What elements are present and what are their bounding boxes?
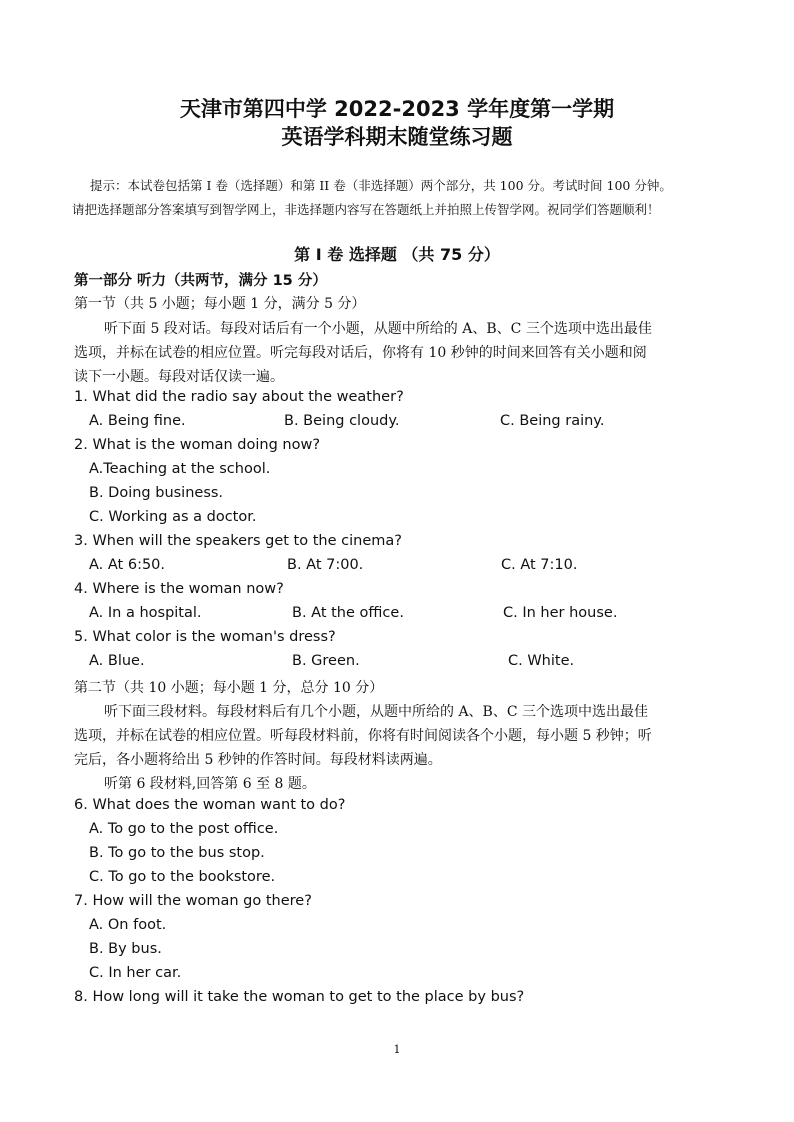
sub2-instruction-1: 听下面三段材料。每段材料后有几个小题，从题中所给的 A、B、C 三个选项中选出最佳	[104, 704, 649, 720]
question-2-option-c: C. Working as a doctor.	[89, 509, 257, 525]
section-heading: 第 I 卷 选择题 （共 75 分）	[294, 245, 500, 264]
sub1-instruction-3: 读下一小题。每段对话仅读一遍。	[74, 369, 284, 385]
sub2-instruction-2: 选项，并标在试卷的相应位置。听每段材料前，你将有时间阅读各个小题，每小题 5 秒钟；听	[74, 728, 652, 744]
question-6-option-c: C. To go to the bookstore.	[89, 869, 276, 885]
question-7-stem: 7. How will the woman go there?	[74, 893, 312, 909]
question-7-option-a: A. On foot.	[89, 917, 167, 933]
sub1-instruction-2: 选项，并标在试卷的相应位置。听完每段对话后，你将有 10 秒钟的时间来回答有关小题和阅	[74, 345, 647, 361]
question-4-option-c: C. In her house.	[503, 605, 618, 621]
question-5-stem: 5. What color is the woman's dress?	[74, 629, 336, 645]
question-6-option-a: A. To go to the post office.	[89, 821, 279, 837]
question-4-option-a: A. In a hospital.	[89, 605, 202, 621]
question-1-stem: 1. What did the radio say about the weather?	[74, 389, 404, 405]
question-2-option-a: A.Teaching at the school.	[89, 461, 271, 477]
material-6-instruction: 听第 6 段材料,回答第 6 至 8 题。	[104, 776, 316, 792]
question-3-option-a: A. At 6:50.	[89, 557, 166, 573]
question-2-stem: 2. What is the woman doing now?	[74, 437, 321, 453]
page-number: 1	[393, 1043, 401, 1056]
question-3-option-b: B. At 7:00.	[287, 557, 364, 573]
question-3-stem: 3. When will the speakers get to the cinema?	[74, 533, 402, 549]
question-2-option-b: B. Doing business.	[89, 485, 224, 501]
question-1-option-b: B. Being cloudy.	[284, 413, 400, 429]
tip-line-2: 请把选择题部分答案填写到智学网上，非选择题内容写在答题纸上并拍照上传智学网。祝同学们答题顺利！	[72, 202, 660, 217]
question-5-option-c: C. White.	[508, 653, 575, 669]
question-7-option-c: C. In her car.	[89, 965, 182, 981]
part1-title: 第一部分 听力（共两节，满分 15 分）	[74, 273, 327, 289]
question-4-stem: 4. Where is the woman now?	[74, 581, 284, 597]
question-1-option-a: A. Being fine.	[89, 413, 186, 429]
exam-subtitle: 英语学科期末随堂练习题	[281, 125, 513, 149]
sub1-instruction-1: 听下面 5 段对话。每段对话后有一个小题，从题中所给的 A、B、C 三个选项中选出最佳	[104, 321, 652, 337]
tip-line-1: 提示：本试卷包括第 I 卷（选择题）和第 II 卷（非选择题）两个部分，共 100 分。考试时间 100 分钟。	[90, 178, 672, 193]
sub2-title: 第二节（共 10 小题；每小题 1 分，总分 10 分）	[74, 680, 384, 696]
question-1-option-c: C. Being rainy.	[500, 413, 605, 429]
question-6-option-b: B. To go to the bus stop.	[89, 845, 265, 861]
question-7-option-b: B. By bus.	[89, 941, 162, 957]
sub1-title: 第一节（共 5 小题；每小题 1 分，满分 5 分）	[74, 296, 366, 312]
question-8-stem: 8. How long will it take the woman to get to the place by bus?	[74, 989, 525, 1005]
exam-title: 天津市第四中学 2022-2023 学年度第一学期	[179, 97, 615, 121]
question-4-option-b: B. At the office.	[292, 605, 404, 621]
question-5-option-b: B. Green.	[292, 653, 360, 669]
question-3-option-c: C. At 7:10.	[501, 557, 578, 573]
sub2-instruction-3: 完后，各小题将给出 5 秒钟的作答时间。每段材料读两遍。	[74, 752, 442, 768]
question-5-option-a: A. Blue.	[89, 653, 145, 669]
question-6-stem: 6. What does the woman want to do?	[74, 797, 346, 813]
